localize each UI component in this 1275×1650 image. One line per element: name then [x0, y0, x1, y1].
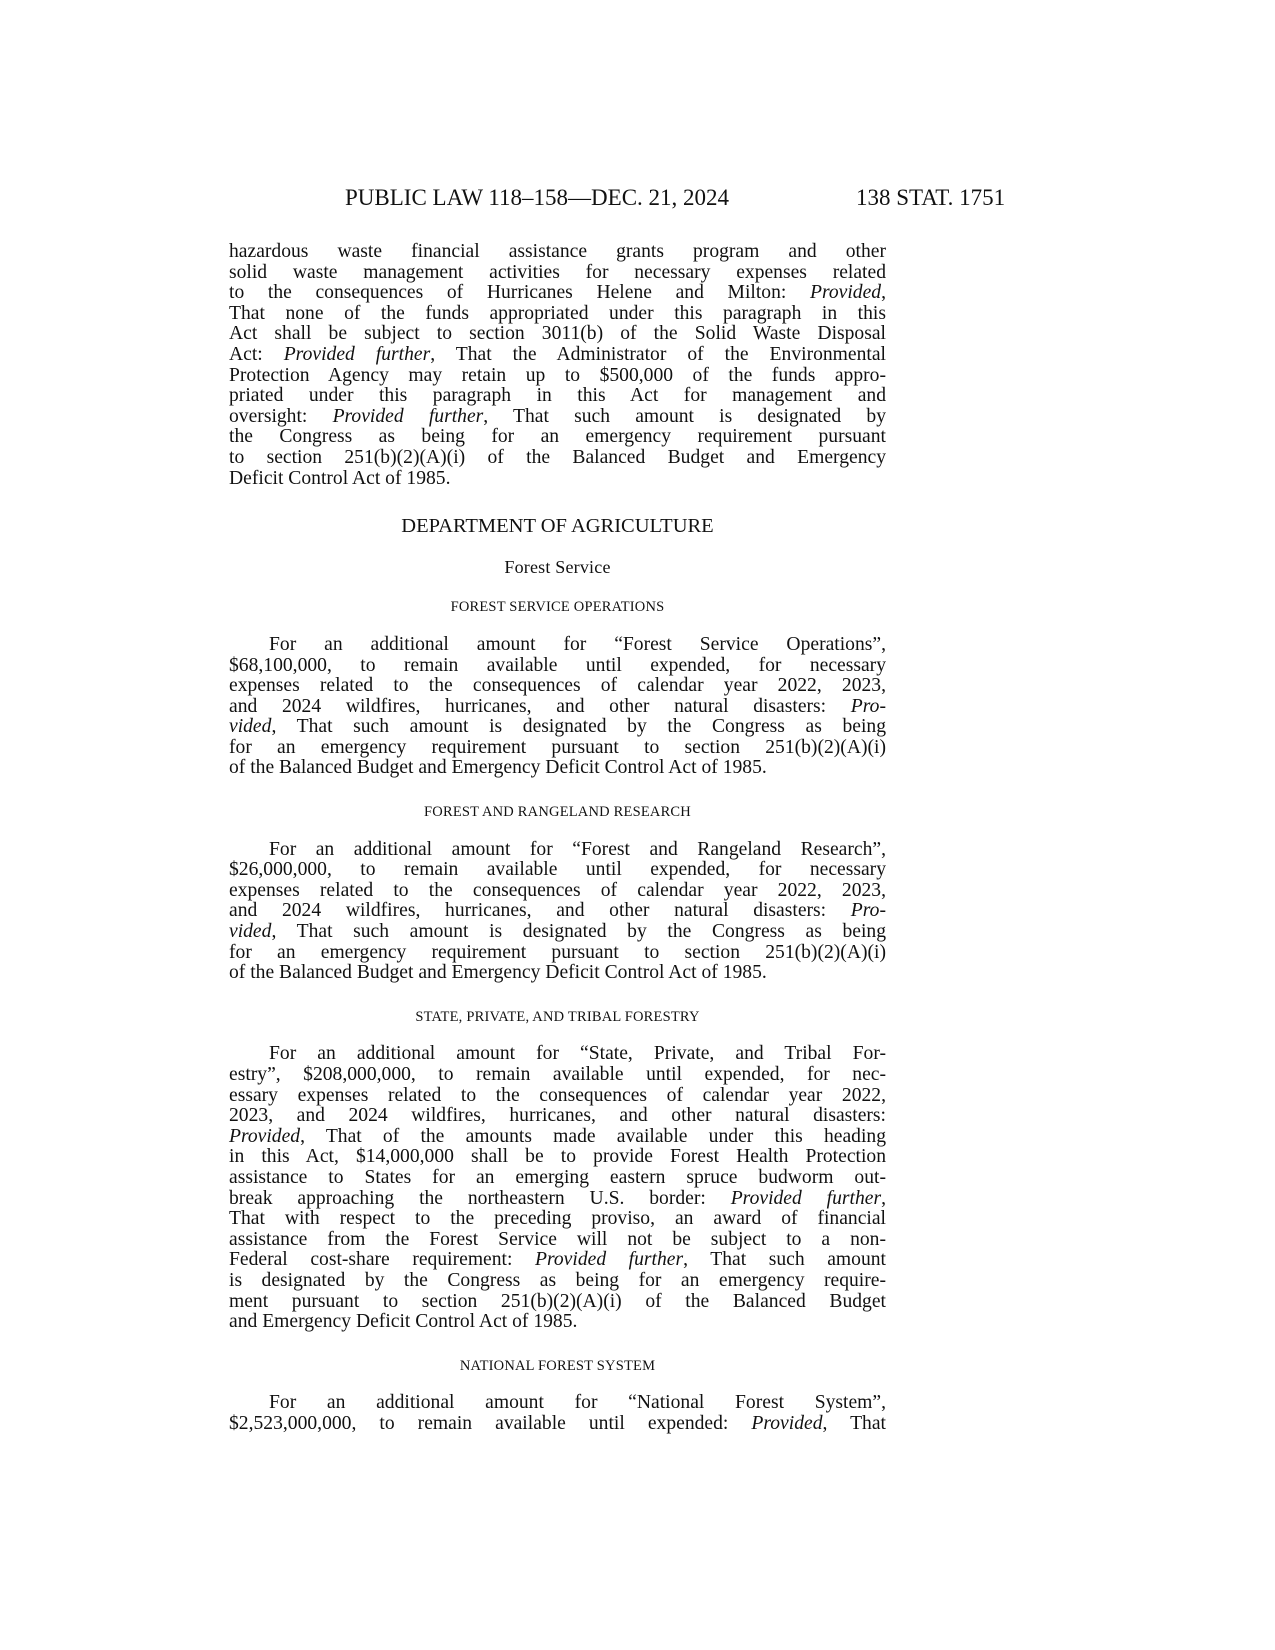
- text-line: the Congress as being for an emergency requirement pursuant: [229, 426, 886, 448]
- text-line: essary expenses related to the consequences of calendar year 2022,: [229, 1084, 886, 1106]
- text-line: is designated by the Congress as being for an emergency require-: [229, 1269, 886, 1291]
- text-line: Act: Provided further, That the Administrator of the Environmental: [229, 343, 887, 365]
- text-line: For an additional amount for “National Forest System”,: [269, 1392, 886, 1414]
- text-line: expenses related to the consequences of calendar year 2022, 2023,: [229, 675, 886, 697]
- text-line: of the Balanced Budget and Emergency Deficit Control Act of 1985.: [229, 962, 767, 984]
- text-line: $68,100,000, to remain available until expended, for necessary: [229, 654, 886, 676]
- text-line: ment pursuant to section 251(b)(2)(A)(i) of the Balanced Budget: [229, 1290, 886, 1312]
- text-line: Provided, That of the amounts made available under this heading: [229, 1125, 886, 1147]
- text-line: For an additional amount for “Forest Service Operations”,: [269, 633, 886, 655]
- department-heading: DEPARTMENT OF AGRICULTURE: [401, 515, 714, 538]
- text-line: of the Balanced Budget and Emergency Deficit Control Act of 1985.: [229, 757, 767, 779]
- statute-page-number: 138 STAT. 1751: [856, 185, 1006, 210]
- paragraph: [229, 840, 886, 984]
- text-line: Federal cost-share requirement: Provided further, That such amount: [229, 1249, 886, 1271]
- text-line: and 2024 wildfires, hurricanes, and other natural disasters: Pro-: [229, 900, 886, 922]
- text-line: Deficit Control Act of 1985.: [229, 467, 451, 489]
- text-line: to section 251(b)(2)(A)(i) of the Balanced Budget and Emergency: [229, 446, 886, 468]
- text-line: 2023, and 2024 wildfires, hurricanes, and other natural disasters:: [229, 1105, 886, 1127]
- text-line: in this Act, $14,000,000 shall be to provide Forest Health Protection: [229, 1146, 886, 1168]
- text-line: That with respect to the preceding proviso, an award of financial: [229, 1208, 886, 1230]
- text-line: oversight: Provided further, That such amount is designated by: [229, 405, 887, 427]
- text-line: for an emergency requirement pursuant to section 251(b)(2)(A)(i): [229, 736, 886, 758]
- account-heading: FOREST SERVICE OPERATIONS: [450, 599, 665, 616]
- paragraph: [229, 1044, 886, 1332]
- running-header: [0, 183, 1275, 213]
- agency-heading: Forest Service: [504, 556, 611, 577]
- text-line: assistance from the Forest Service will not be subject to a non-: [229, 1228, 886, 1250]
- paragraph: [229, 635, 886, 779]
- text-line: expenses related to the consequences of calendar year 2022, 2023,: [229, 879, 886, 901]
- text-line: hazardous waste financial assistance grants program and other: [229, 241, 886, 262]
- text-line: to the consequences of Hurricanes Helene and Milton: Provided,: [229, 282, 886, 304]
- text-line: priated under this paragraph in this Act for management and: [229, 385, 886, 407]
- text-line: That none of the funds appropriated under this paragraph in this: [229, 302, 886, 324]
- text-line: vided, That such amount is designated by the Congress as being: [229, 716, 886, 738]
- account-heading: NATIONAL FOREST SYSTEM: [459, 1357, 656, 1374]
- paragraph: [229, 1393, 886, 1434]
- paragraph: [229, 242, 886, 489]
- account-heading: STATE, PRIVATE, AND TRIBAL FORESTRY: [415, 1008, 700, 1025]
- text-line: and Emergency Deficit Control Act of 1985.: [229, 1311, 578, 1333]
- text-line: for an emergency requirement pursuant to section 251(b)(2)(A)(i): [229, 941, 886, 963]
- text-line: Protection Agency may retain up to $500,000 of the funds appro-: [229, 364, 886, 386]
- text-line: estry”, $208,000,000, to remain available until expended, for nec-: [229, 1064, 886, 1085]
- text-line: break approaching the northeastern U.S. border: Provided further,: [229, 1187, 886, 1209]
- text-line: vided, That such amount is designated by the Congress as being: [229, 921, 886, 943]
- text-line: $2,523,000,000, to remain available until expended: Provided, That: [229, 1412, 886, 1434]
- text-line: For an additional amount for “State, Private, and Tribal For-: [269, 1043, 886, 1065]
- account-heading: FOREST AND RANGELAND RESEARCH: [424, 804, 691, 821]
- text-line: solid waste management activities for necessary expenses related: [229, 261, 886, 283]
- text-line: For an additional amount for “Forest and Rangeland Research”,: [269, 838, 886, 860]
- text-line: Act shall be subject to section 3011(b) of the Solid Waste Disposal: [229, 323, 886, 345]
- text-column: [229, 242, 886, 1435]
- public-law-citation: PUBLIC LAW 118–158—DEC. 21, 2024: [345, 185, 730, 210]
- text-line: and 2024 wildfires, hurricanes, and other natural disasters: Pro-: [229, 695, 886, 717]
- text-line: $26,000,000, to remain available until expended, for necessary: [229, 859, 886, 881]
- text-line: assistance to States for an emerging eastern spruce budworm out-: [229, 1166, 886, 1188]
